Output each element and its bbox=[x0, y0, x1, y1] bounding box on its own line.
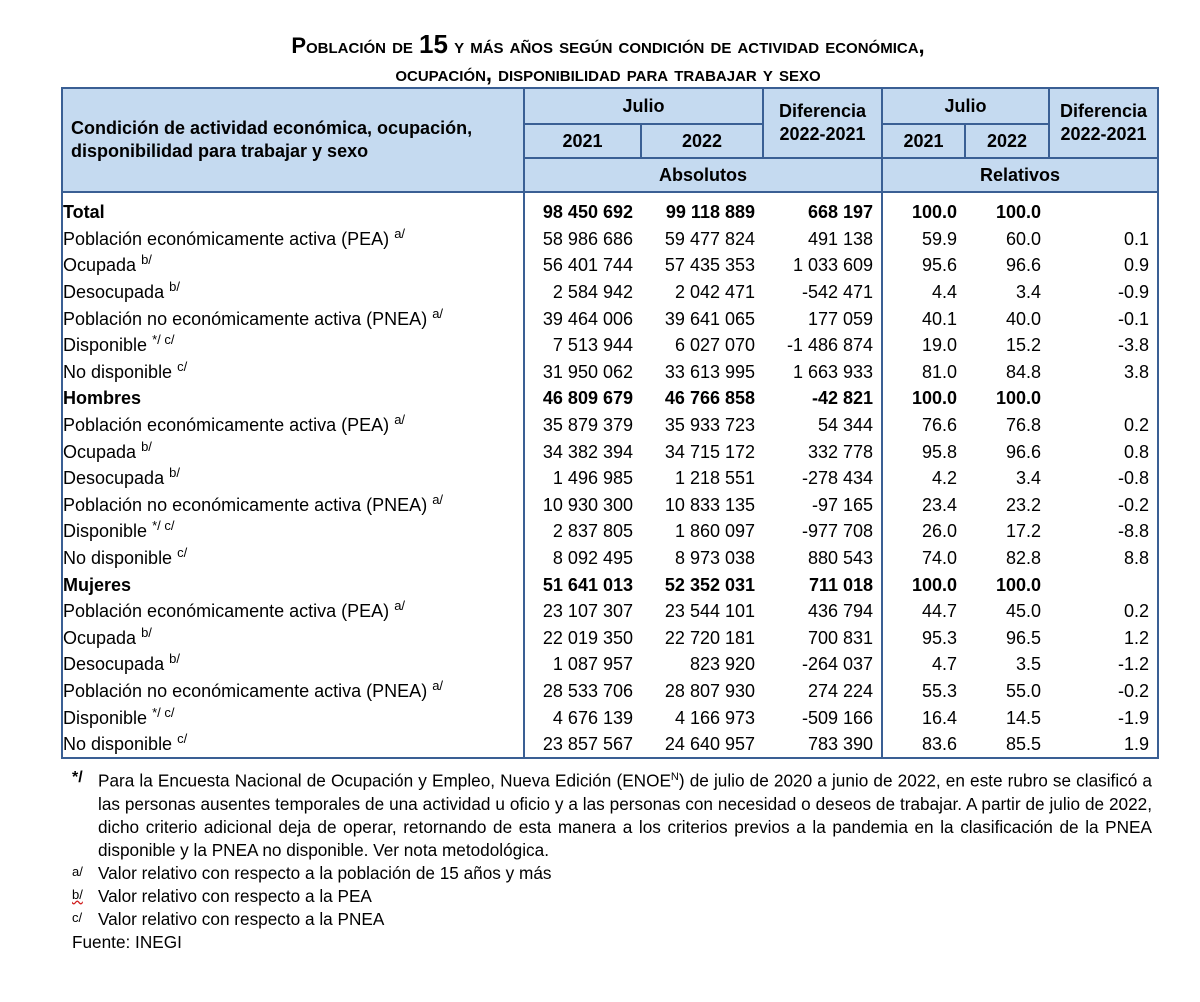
table-row bbox=[62, 518, 1158, 545]
row-label bbox=[62, 571, 524, 598]
table-row bbox=[62, 465, 1158, 492]
cell-r2021: 26.0 bbox=[882, 518, 965, 545]
cell-rdiff: 0.2 bbox=[1049, 412, 1158, 439]
title-part: y más años según condición de actividad económica, bbox=[447, 33, 925, 58]
footnote-text: ) de julio de 2020 a junio de 2022, en este rubro se clasificó a las personas ausentes temporales de una actividad u oficio y a las personas con necesidad o deseos de trabajar. A partir de julio de 2022, dicho criterio adicional deja de operar, retornando de esta manera a los criterios previos a la pandemia en la clasificación de la PNEA disponible y la PNEA no disponible. Ver nota metodológica. bbox=[98, 770, 1152, 860]
cell-a2022: 52 352 031 bbox=[664, 574, 756, 595]
cell-adiff: 491 138 bbox=[807, 228, 874, 249]
cell-adiff: -278 434 bbox=[801, 468, 874, 489]
cell-r2022: 3.4 bbox=[1016, 468, 1042, 489]
footnote-marker: b/ bbox=[141, 252, 152, 268]
footnote-marker: */ c/ bbox=[152, 332, 175, 348]
table-row bbox=[62, 678, 1158, 705]
julio-abs-header: Julio bbox=[524, 88, 763, 124]
row-label-text: No disponible bbox=[63, 548, 173, 569]
footnote-marker: b/ bbox=[169, 279, 180, 295]
title-part: Población de bbox=[291, 33, 420, 58]
cell-r2022: 100.0 bbox=[995, 202, 1042, 223]
row-label bbox=[62, 704, 524, 731]
cell-a2021: 34 382 394 bbox=[542, 441, 633, 462]
cell-r2022: 85.5 bbox=[965, 731, 1049, 759]
cell-a2021: 22 019 350 bbox=[542, 627, 633, 648]
table-row bbox=[62, 252, 1158, 279]
cell-r2022: 23.2 bbox=[1005, 494, 1042, 515]
footnote-a bbox=[62, 862, 1152, 885]
cell-r2022: 100.0 bbox=[995, 388, 1042, 409]
cell-r2021: 81.0 bbox=[882, 359, 965, 386]
cell-a2021: 2 837 805 bbox=[552, 521, 633, 542]
cell-r2022: 100.0 bbox=[995, 574, 1042, 595]
footnote-marker: a/ bbox=[72, 863, 83, 879]
row-label bbox=[62, 279, 524, 306]
footnote-marker: b/ bbox=[72, 886, 83, 902]
cell-a2021: 7 513 944 bbox=[552, 335, 633, 356]
cell-adiff: 880 543 bbox=[807, 548, 874, 569]
cell-rdiff: -1.9 bbox=[1049, 704, 1158, 731]
cell-r2022: 15.2 bbox=[1005, 335, 1042, 356]
cell-rdiff: -8.8 bbox=[1049, 518, 1158, 545]
cell-a2022: 1 860 097 bbox=[674, 521, 756, 542]
cell-r2022: 60.0 bbox=[1005, 228, 1042, 249]
cell-a2022: 34 715 172 bbox=[664, 441, 756, 462]
cell-r2022: 82.8 bbox=[1005, 548, 1042, 569]
cell-r2021: 95.8 bbox=[882, 438, 965, 465]
cell-r2021: 16.4 bbox=[882, 704, 965, 731]
footnote-marker: a/ bbox=[432, 305, 444, 321]
cell-adiff: -264 037 bbox=[801, 654, 874, 675]
cell-r2021: 100.0 bbox=[882, 385, 965, 412]
row-label-header: Condición de actividad económica, ocupación, disponibilidad para trabajar y sexo bbox=[62, 88, 524, 192]
footnote-superscript: N bbox=[670, 771, 679, 783]
row-label-text: Disponible bbox=[63, 521, 148, 542]
row-label bbox=[62, 731, 524, 759]
cell-a2021: 39 464 006 bbox=[542, 308, 633, 329]
cell-r2021: 95.6 bbox=[882, 252, 965, 279]
cell-a2021: 35 879 379 bbox=[542, 415, 633, 436]
footnote-text: Valor relativo con respecto a la PEA bbox=[98, 885, 372, 906]
cell-a2022: 1 218 551 bbox=[674, 468, 756, 489]
julio-rel-header: Julio bbox=[882, 88, 1049, 124]
cell-a2021: 2 584 942 bbox=[552, 282, 633, 303]
cell-a2022: 24 640 957 bbox=[641, 731, 763, 759]
cell-rdiff: -0.1 bbox=[1049, 305, 1158, 332]
cell-a2021: 51 641 013 bbox=[542, 574, 633, 595]
cell-a2022: 59 477 824 bbox=[664, 228, 756, 249]
cell-r2021: 4.4 bbox=[882, 279, 965, 306]
table-row bbox=[62, 385, 1158, 412]
cell-a2022: 39 641 065 bbox=[664, 308, 756, 329]
footnote-marker: */ bbox=[72, 769, 83, 786]
year-2021-rel: 2021 bbox=[882, 124, 965, 158]
footnote-marker: */ c/ bbox=[152, 518, 175, 534]
cell-adiff: 332 778 bbox=[807, 441, 874, 462]
footnote-marker: a/ bbox=[394, 412, 406, 428]
footnote-marker: a/ bbox=[432, 491, 444, 507]
cell-a2022: 10 833 135 bbox=[664, 494, 756, 515]
cell-rdiff: -0.8 bbox=[1049, 465, 1158, 492]
cell-a2021: 23 107 307 bbox=[542, 601, 633, 622]
cell-r2022: 17.2 bbox=[1005, 521, 1042, 542]
row-label bbox=[62, 305, 524, 332]
footnote-marker: b/ bbox=[169, 465, 180, 481]
cell-r2022: 40.0 bbox=[1005, 308, 1042, 329]
cell-a2022: 35 933 723 bbox=[664, 415, 756, 436]
row-label bbox=[62, 332, 524, 359]
row-label-text: Disponible bbox=[63, 707, 148, 728]
row-label bbox=[62, 438, 524, 465]
source-note: Fuente: INEGI bbox=[72, 931, 182, 952]
footnote-marker: c/ bbox=[177, 358, 188, 374]
cell-adiff: 1 663 933 bbox=[792, 361, 874, 382]
cell-a2021: 58 986 686 bbox=[542, 228, 633, 249]
table-row bbox=[62, 332, 1158, 359]
cell-rdiff: -3.8 bbox=[1049, 332, 1158, 359]
cell-r2021: 4.7 bbox=[882, 651, 965, 678]
cell-a2021: 46 809 679 bbox=[542, 388, 633, 409]
cell-a2021: 4 676 139 bbox=[552, 707, 633, 728]
cell-a2022: 6 027 070 bbox=[674, 335, 756, 356]
year-2021-abs: 2021 bbox=[524, 124, 641, 158]
cell-r2021: 100.0 bbox=[882, 571, 965, 598]
table-row bbox=[62, 192, 1158, 226]
footnote-text: Valor relativo con respecto a la PNEA bbox=[98, 908, 385, 929]
footnote-marker: a/ bbox=[432, 677, 444, 693]
cell-r2021: 95.3 bbox=[882, 625, 965, 652]
cell-a2021: 1 496 985 bbox=[552, 468, 633, 489]
cell-rdiff: 8.8 bbox=[1049, 545, 1158, 572]
footnote-c bbox=[62, 908, 1152, 931]
table-row bbox=[62, 226, 1158, 253]
row-label-text: Ocupada bbox=[63, 627, 137, 648]
cell-adiff: 177 059 bbox=[807, 308, 874, 329]
cell-adiff: -977 708 bbox=[801, 521, 874, 542]
cell-a2021: 1 087 957 bbox=[552, 654, 633, 675]
footnote-text: Para la Encuesta Nacional de Ocupación y Empleo, Nueva Edición (ENOE bbox=[98, 770, 671, 791]
cell-a2021: 28 533 706 bbox=[542, 680, 633, 701]
row-label bbox=[62, 651, 524, 678]
diff-abs-header: Diferencia 2022-2021 bbox=[763, 88, 882, 158]
cell-r2022: 76.8 bbox=[1005, 415, 1042, 436]
row-label-text: Desocupada bbox=[63, 468, 165, 489]
row-label-text: Ocupada bbox=[63, 441, 137, 462]
cell-adiff: 274 224 bbox=[807, 680, 874, 701]
row-label bbox=[62, 252, 524, 279]
row-label-text: Desocupada bbox=[63, 654, 165, 675]
row-label-text: Población no económicamente activa (PNEA) bbox=[63, 494, 428, 515]
cell-a2022: 33 613 995 bbox=[664, 361, 756, 382]
cell-r2022: 96.5 bbox=[1005, 627, 1042, 648]
row-label-text: Ocupada bbox=[63, 255, 137, 276]
cell-rdiff: 1.9 bbox=[1049, 731, 1158, 759]
row-label-text: Población económicamente activa (PEA) bbox=[63, 415, 390, 436]
cell-r2021: 4.2 bbox=[882, 465, 965, 492]
table-body bbox=[62, 192, 1158, 758]
cell-a2021: 98 450 692 bbox=[542, 202, 633, 223]
footnote-text: Valor relativo con respecto a la población de 15 años y más bbox=[98, 862, 552, 883]
cell-r2021: 100.0 bbox=[882, 192, 965, 226]
cell-r2022: 3.5 bbox=[1016, 654, 1042, 675]
cell-r2022: 3.4 bbox=[1016, 282, 1042, 303]
footnote-marker: b/ bbox=[169, 651, 180, 667]
cell-rdiff: -0.2 bbox=[1049, 678, 1158, 705]
row-label-text: Población económicamente activa (PEA) bbox=[63, 601, 390, 622]
cell-r2022: 55.0 bbox=[1005, 680, 1042, 701]
footnote-marker: b/ bbox=[141, 438, 152, 454]
title-number: 15 bbox=[419, 29, 448, 59]
cell-a2021: 23 857 567 bbox=[524, 731, 641, 759]
cell-r2022: 96.6 bbox=[1005, 255, 1042, 276]
footnote-marker: c/ bbox=[72, 909, 83, 925]
cell-a2022: 46 766 858 bbox=[664, 388, 756, 409]
cell-r2021: 44.7 bbox=[882, 598, 965, 625]
row-label bbox=[62, 545, 524, 572]
year-2022-abs: 2022 bbox=[641, 124, 763, 158]
relativos-header: Relativos bbox=[882, 158, 1158, 192]
row-label bbox=[62, 465, 524, 492]
footnote-marker: c/ bbox=[177, 731, 188, 747]
table-title bbox=[0, 30, 1200, 88]
cell-r2021: 83.6 bbox=[882, 731, 965, 759]
row-label bbox=[62, 625, 524, 652]
cell-adiff: 700 831 bbox=[807, 627, 874, 648]
row-label-text: Población no económicamente activa (PNEA) bbox=[63, 680, 428, 701]
cell-adiff: 668 197 bbox=[807, 202, 874, 223]
title-line-2: ocupación, disponibilidad para trabajar y sexo bbox=[395, 61, 821, 86]
table-row bbox=[62, 598, 1158, 625]
table-row bbox=[62, 731, 1158, 759]
row-label-text: No disponible bbox=[63, 734, 173, 755]
row-label-text: Población económicamente activa (PEA) bbox=[63, 228, 390, 249]
footnotes bbox=[62, 766, 1152, 954]
cell-a2021: 8 092 495 bbox=[552, 548, 633, 569]
cell-a2022: 57 435 353 bbox=[664, 255, 756, 276]
cell-adiff: 711 018 bbox=[808, 574, 874, 595]
row-label-text: Total bbox=[63, 202, 105, 223]
cell-r2022: 84.8 bbox=[1005, 361, 1042, 382]
table-row bbox=[62, 305, 1158, 332]
cell-adiff: -42 821 bbox=[811, 388, 874, 409]
row-label-text: Disponible bbox=[63, 335, 148, 356]
cell-r2021: 19.0 bbox=[882, 332, 965, 359]
cell-rdiff: 0.8 bbox=[1049, 438, 1158, 465]
row-label bbox=[62, 226, 524, 253]
row-label bbox=[62, 192, 524, 226]
year-2022-rel: 2022 bbox=[965, 124, 1049, 158]
cell-a2021: 10 930 300 bbox=[542, 494, 633, 515]
cell-a2022: 2 042 471 bbox=[674, 282, 756, 303]
table-row bbox=[62, 704, 1158, 731]
cell-adiff: 783 390 bbox=[763, 731, 882, 759]
cell-a2022: 8 973 038 bbox=[674, 548, 756, 569]
row-label bbox=[62, 385, 524, 412]
cell-r2022: 14.5 bbox=[1005, 707, 1042, 728]
footnote-marker: */ c/ bbox=[152, 704, 175, 720]
cell-a2021: 56 401 744 bbox=[542, 255, 633, 276]
table-row bbox=[62, 571, 1158, 598]
cell-rdiff: 1.2 bbox=[1049, 625, 1158, 652]
row-label-text: Desocupada bbox=[63, 282, 165, 303]
cell-a2022: 4 166 973 bbox=[674, 707, 756, 728]
table-row bbox=[62, 438, 1158, 465]
cell-adiff: -509 166 bbox=[801, 707, 874, 728]
title-line-1 bbox=[0, 30, 1200, 60]
table-row bbox=[62, 359, 1158, 386]
table-row bbox=[62, 279, 1158, 306]
table-row bbox=[62, 625, 1158, 652]
footnote-marker: c/ bbox=[177, 545, 188, 561]
diff-rel-header: Diferencia 2022-2021 bbox=[1049, 88, 1158, 158]
cell-rdiff bbox=[1049, 385, 1158, 412]
footnote-star bbox=[62, 766, 1152, 862]
cell-rdiff: -0.2 bbox=[1049, 492, 1158, 519]
row-label bbox=[62, 492, 524, 519]
table-row bbox=[62, 492, 1158, 519]
cell-r2022: 45.0 bbox=[1005, 601, 1042, 622]
cell-rdiff bbox=[1049, 571, 1158, 598]
footnote-marker: a/ bbox=[394, 598, 406, 614]
cell-r2021: 76.6 bbox=[882, 412, 965, 439]
cell-a2021: 31 950 062 bbox=[542, 361, 633, 382]
cell-adiff: 54 344 bbox=[817, 415, 874, 436]
cell-rdiff: 0.1 bbox=[1049, 226, 1158, 253]
footnote-marker: a/ bbox=[394, 225, 406, 241]
footnote-marker: b/ bbox=[141, 624, 152, 640]
cell-rdiff: -0.9 bbox=[1049, 279, 1158, 306]
table-row bbox=[62, 545, 1158, 572]
cell-rdiff: 3.8 bbox=[1049, 359, 1158, 386]
table-header bbox=[62, 88, 1158, 192]
cell-a2022: 28 807 930 bbox=[664, 680, 756, 701]
cell-adiff: -97 165 bbox=[811, 494, 874, 515]
absolutos-header: Absolutos bbox=[524, 158, 882, 192]
cell-adiff: 436 794 bbox=[807, 601, 874, 622]
cell-a2022: 23 544 101 bbox=[664, 601, 756, 622]
cell-rdiff bbox=[1049, 192, 1158, 226]
data-table bbox=[61, 87, 1159, 759]
row-label bbox=[62, 678, 524, 705]
cell-r2021: 74.0 bbox=[882, 545, 965, 572]
cell-rdiff: 0.2 bbox=[1049, 598, 1158, 625]
row-label-text: No disponible bbox=[63, 361, 173, 382]
table-row bbox=[62, 651, 1158, 678]
row-label bbox=[62, 359, 524, 386]
row-label-text: Mujeres bbox=[63, 574, 132, 595]
cell-a2022: 22 720 181 bbox=[664, 627, 756, 648]
cell-adiff: 1 033 609 bbox=[792, 255, 874, 276]
row-label bbox=[62, 518, 524, 545]
row-label-text: Hombres bbox=[63, 388, 142, 409]
cell-a2022: 99 118 889 bbox=[665, 202, 756, 223]
footnote-b bbox=[62, 885, 1152, 908]
cell-r2021: 40.1 bbox=[882, 305, 965, 332]
row-label bbox=[62, 412, 524, 439]
table-row bbox=[62, 412, 1158, 439]
cell-r2021: 59.9 bbox=[882, 226, 965, 253]
cell-rdiff: -1.2 bbox=[1049, 651, 1158, 678]
cell-r2021: 55.3 bbox=[882, 678, 965, 705]
cell-adiff: -1 486 874 bbox=[786, 335, 874, 356]
cell-r2021: 23.4 bbox=[882, 492, 965, 519]
cell-r2022: 96.6 bbox=[1005, 441, 1042, 462]
cell-rdiff: 0.9 bbox=[1049, 252, 1158, 279]
cell-a2022: 823 920 bbox=[689, 654, 756, 675]
row-label-text: Población no económicamente activa (PNEA) bbox=[63, 308, 428, 329]
row-label bbox=[62, 598, 524, 625]
cell-adiff: -542 471 bbox=[801, 282, 874, 303]
